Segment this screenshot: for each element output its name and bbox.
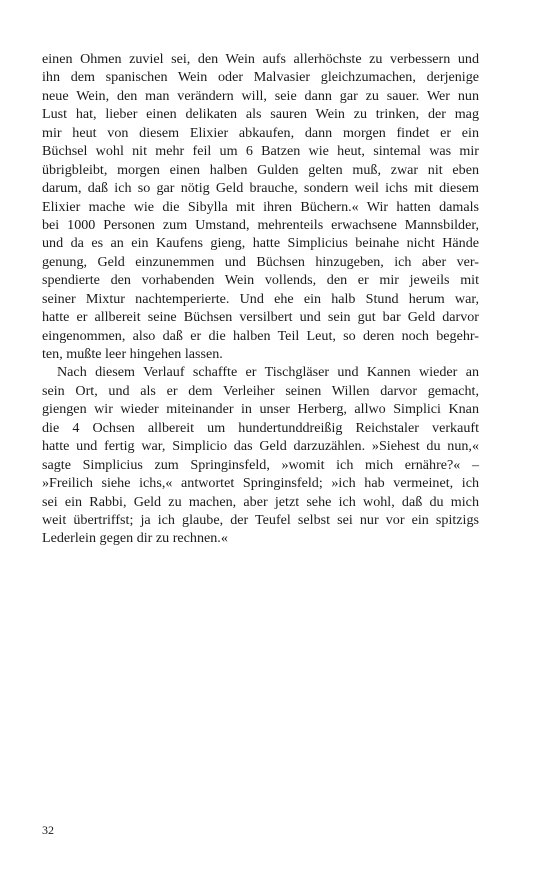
text-line: Büchsel wohl nit mehr feil um 6 Batzen wie heut, sintemal was mir bbox=[42, 143, 479, 160]
text-line: genung, Geld einzunemmen und Büchsen hinzugeben, ich aber ver- bbox=[42, 253, 479, 270]
text-line: sein Ort, und als er dem Verleiher seinen Willen darvor gemacht, bbox=[42, 382, 479, 399]
text-line: sagte Simplicius zum Springinsfeld, »womit ich mich ernähre?« – bbox=[42, 456, 479, 473]
text-line: mir heut von diesem Elixier abkaufen, dann morgen findet er ein bbox=[42, 124, 479, 141]
text-line: die 4 Ochsen allbereit um hundertunddreißig Reichstaler verkauft bbox=[42, 419, 479, 436]
text-line: und da es an ein Kaufens gieng, hatte Simplicius beinahe nicht Hände bbox=[42, 235, 479, 252]
text-line: darum, daß ich so gar nötig Geld brauche, sondern weil ichs mit diesem bbox=[42, 180, 479, 197]
text-line: giengen wir wieder miteinander in unser Herberg, allwo Simplici Knan bbox=[42, 401, 479, 418]
text-line: übrigbleibt, morgen einen halben Gulden gelten muß, zwar nit eben bbox=[42, 161, 479, 178]
body-text bbox=[42, 50, 479, 548]
text-line: hatte und fertig war, Simplicio das Geld darzuzählen. »Siehest du nun,« bbox=[42, 438, 479, 455]
text-line: einen Ohmen zuviel sei, den Wein aufs allerhöchste zu verbessern und bbox=[42, 51, 479, 67]
text-line: seiner Mixtur nachtemperierte. Und ehe ein halb Stund herum war, bbox=[42, 290, 479, 307]
text-line: Lederlein gegen dir zu rechnen.« bbox=[42, 530, 228, 547]
text-line: neue Wein, den man verändern will, seie dann gar zu sauer. Wer nun bbox=[42, 87, 479, 104]
text-line: hatte er allbereit seine Büchsen versilbert und sein gut bar Geld darvor bbox=[42, 309, 479, 326]
text-line: »Freilich siehe ichs,« antwortet Springinsfeld; »ich hab vermeinet, ich bbox=[42, 475, 479, 492]
text-line: spendierte den vorhabenden Wein vollends, den er mir jeweils mit bbox=[42, 272, 479, 289]
text-line: bei 1000 Personen zum Umstand, mehrenteils erwachsene Mannsbilder, bbox=[42, 216, 479, 233]
text-line: sei ein Rabbi, Geld zu machen, aber jetzt sehe ich wohl, daß du mich bbox=[42, 493, 479, 510]
text-line: Lust hat, lieber einen delikaten als sauren Wein zu trinken, der mag bbox=[42, 106, 479, 123]
text-line: ihn dem spanischen Wein oder Malvasier gleichzumachen, derjenige bbox=[42, 69, 479, 86]
text-line: Elixier mache wie die Sibylla mit ihren Büchern.« Wir hatten damals bbox=[42, 198, 479, 215]
text-line: Nach diesem Verlauf schaffte er Tischgläser und Kannen wieder an bbox=[57, 364, 479, 381]
text-line: eingenommen, also daß er die halben Teil Leut, so deren noch begehr- bbox=[42, 327, 479, 344]
text-line: weit übertriffst; ja ich glaube, der Teufel selbst sei nur vor ein spitzigs bbox=[42, 511, 479, 528]
page-number: 32 bbox=[42, 823, 54, 837]
text-line: ten, mußte leer hingehen lassen. bbox=[42, 346, 223, 362]
